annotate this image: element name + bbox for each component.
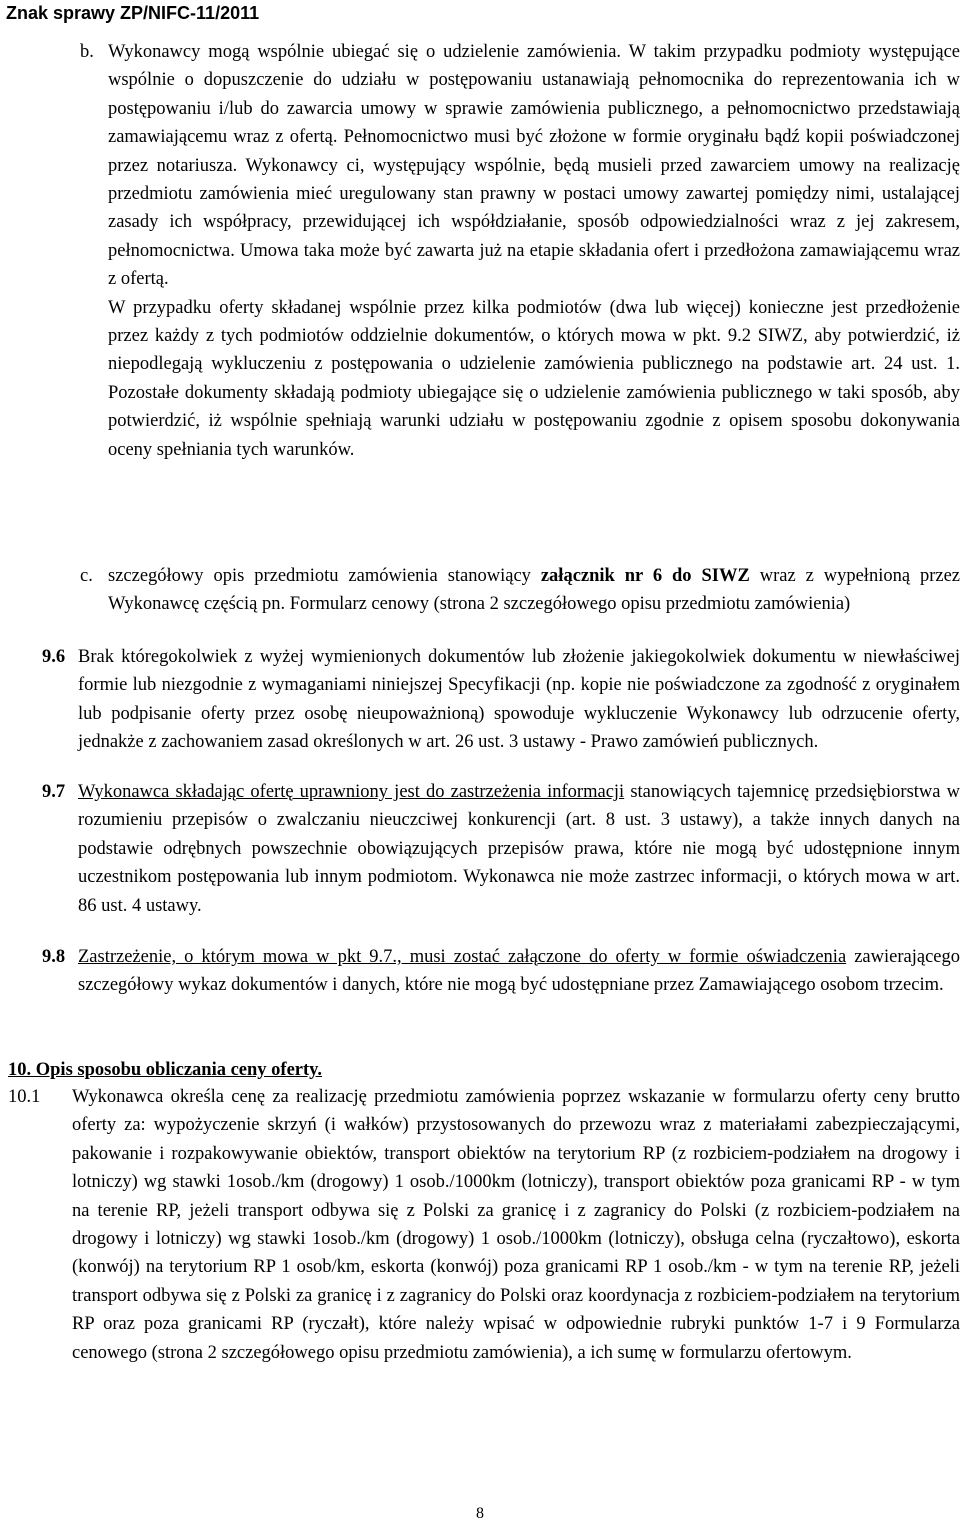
paragraph: Wykonawca określa cenę za realizację przedmiotu zamówienia poprzez wskazanie w formularzu oferty ceny brutto oferty za: wypożyczenie skrzyń (i wałków) przystosowanych do przewozu wraz z materiałami zabezpieczającymi, pakowanie i rozpakowywanie obiektów, transport obiektów na terytorium RP (z rozbiciem-podziałem na drogowy i lotniczy) wg stawki 1osob./km (drogowy) 1 osob./1000km (lotniczy), transport obiektów poza granicami RP - w tym na terenie RP, jeżeli transport odbywa się z Polski za granicę i z zagranicy do Polski (z rozbiciem-podziałem na drogowy i lotniczy) wg stawki 1osob./km (drogowy) 1 osob./1000km (lotniczy), obsługa celna (ryczałtowo), eskorta (konwój) na terytorium RP 1 osob/km, eskorta (konwój) poza granicami RP 1 osob./km - w tym na terenie RP, jeżeli transport odbywa się z Polski za granicę i z zagranicy do Polski oraz koordynacja z rozbiciem-podziałem na terytorium RP oraz poza granicami RP (ryczałt), które należy wpisać w odpowiednie rubryki punktów 1-7 i 9 Formularza cenowego (strona 2 szczegółowego opisu przedmiotu zamówienia), a ich sumę w formularzu ofertowym. [72, 1087, 960, 1363]
section-heading: 10. Opis sposobu obliczania ceny oferty. [8, 1060, 323, 1080]
item-body [108, 38, 960, 464]
document-reference: Znak sprawy ZP/NIFC-11/2011 [6, 3, 260, 23]
text-segment: zawierającego szczegółowy wykaz dokumentów i danych, które nie mogą być udostępniane przez Zamawiającego osobom trzecim. [78, 947, 960, 996]
list-item-c [80, 562, 960, 619]
page-number: 8 [476, 1505, 484, 1522]
item-label: 9.7 [42, 782, 66, 802]
section-9-6 [42, 643, 960, 757]
item-label: 9.8 [42, 947, 66, 967]
paragraph [108, 562, 960, 619]
text-segment: szczegółowy opis przedmiotu zamówienia stanowiący [108, 566, 541, 586]
underlined-text: Zastrzeżenie, o którym mowa w pkt 9.7., musi zostać załączone do oferty w formie oświadczenia [78, 947, 847, 967]
underlined-text: Wykonawca składając ofertę uprawniony jest do zastrzeżenia informacji [78, 782, 625, 802]
item-body [78, 778, 960, 920]
section-10-1 [8, 1083, 960, 1367]
paragraph [78, 943, 960, 1000]
item-body [108, 562, 960, 619]
item-label: b. [80, 42, 94, 62]
paragraph: W przypadku oferty składanej wspólnie przez kilka podmiotów (dwa lub więcej) konieczne jest przedłożenie przez każdy z tych podmiotów oddzielnie dokumentów, o których mowa w pkt. 9.2 SIWZ, aby potwierdzić, iż niepodlegają wykluczeniu z postępowania o udzielenie zamówienia publicznego na podstawie art. 24 ust. 1. Pozostałe dokumenty składają podmioty ubiegające się o udzielenie zamówienia publicznego w taki sposób, aby potwierdzić, iż wspólnie spełniają warunki udziału w postępowaniu zgodnie z opisem sposobu dokonywania oceny spełniania tych warunków. [108, 297, 960, 460]
attachment-reference: załącznik nr 6 do SIWZ [540, 566, 750, 586]
section-9-7 [42, 778, 960, 920]
section-9-8 [42, 943, 960, 1000]
text-segment: wraz z wypełnioną przez Wykonawcę częścią pn. Formularz cenowy (strona 2 szczegółowego opisu przedmiotu zamówienia) [108, 566, 960, 615]
paragraph: Brak któregokolwiek z wyżej wymienionych dokumentów lub złożenie jakiegokolwiek dokumentu w niewłaściwej formie lub niezgodnie z wymaganiami niniejszej Specyfikacji (np. kopie nie poświadczone za zgodność z oryginałem lub podpisanie oferty przez osobę nieupoważnioną) spowoduje wykluczenie Wykonawcy lub odrzucenie oferty, jednakże z zachowaniem zasad określonych w art. 26 ust. 3 ustawy - Prawo zamówień publicznych. [78, 647, 960, 753]
item-label: 9.6 [42, 647, 66, 667]
paragraph [78, 778, 960, 920]
item-label: 10.1 [8, 1087, 41, 1107]
text-segment: stanowiących tajemnicę przedsiębiorstwa w rozumieniu przepisów o zwalczaniu nieuczciwej konkurencji (art. 8 ust. 3 ustawy), a także innych danych na podstawie odrębnych powszechnie obowiązujących przepisów prawa, które nie mogą być udostępnione innym uczestnikom postępowania lub innym podmiotom. Wykonawca nie może zastrzec informacji, o których mowa w art. 86 ust. 4 ustawy. [78, 782, 960, 916]
list-item-b [80, 38, 960, 464]
item-body [78, 943, 960, 1000]
item-body [72, 1083, 960, 1367]
item-body [78, 643, 960, 757]
paragraph: Wykonawcy mogą wspólnie ubiegać się o udzielenie zamówienia. W takim przypadku podmioty występujące wspólnie o dopuszczenie do udziału w postępowaniu ustanawiają pełnomocnika do reprezentowania ich w postępowaniu i/lub do zawarcia umowy w sprawie zamówienia publicznego, a pełnomocnictwo przedstawiają zamawiającemu wraz z ofertą. Pełnomocnictwo musi być złożone w formie oryginału bądź kopii poświadczonej przez notariusza. Wykonawcy ci, występujący wspólnie, będą musieli przed zawarciem umowy na realizację przedmiotu zamówienia mieć uregulowany stan prawny w postaci umowy zawartej pomiędzy nimi, ustalającej zasady ich współpracy, przewidującej ich współdziałanie, sposób odpowiedzialności wraz z jej zakresem, pełnomocnictwa. Umowa taka może być zawarta już na etapie składania ofert i przedłożona zamawiającemu wraz z ofertą. [108, 42, 960, 290]
item-label: c. [80, 566, 93, 586]
